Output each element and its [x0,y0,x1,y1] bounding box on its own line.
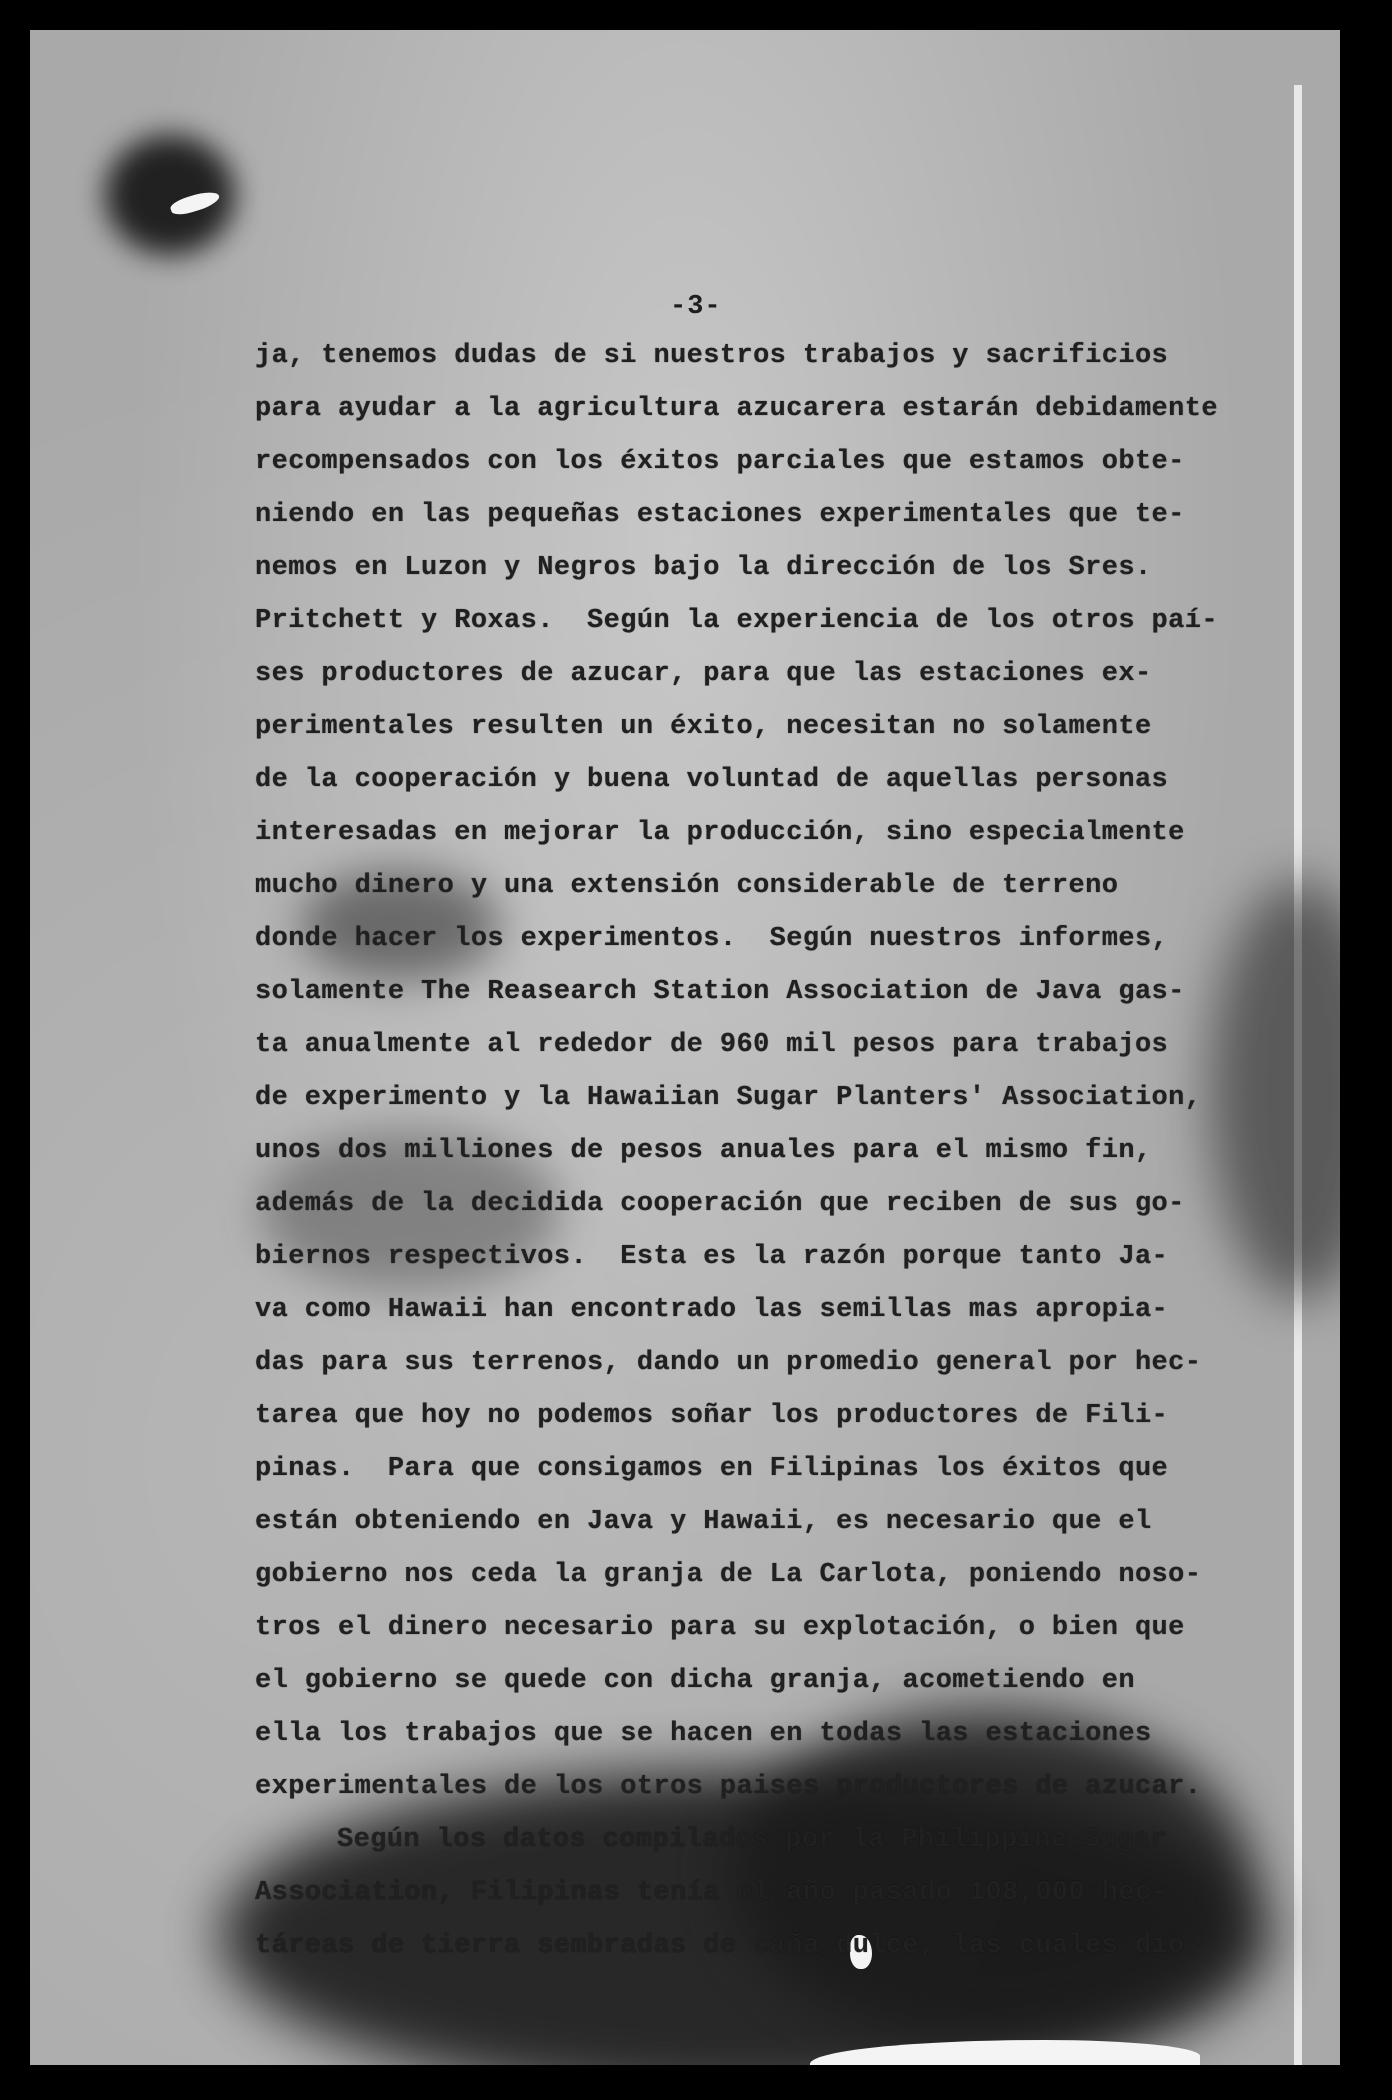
text-line: táreas de tierra sembradas de caña dulce, las cuales dio- [255,1931,1202,1961]
page-number: -3- [670,292,722,322]
text-line: solamente The Reasearch Station Association de Java gas- [255,977,1185,1007]
text-line: biernos respectivos. Esta es la razón porque tanto Ja- [255,1242,1169,1272]
text-line: ella los trabajos que se hacen en todas las estaciones [255,1719,1152,1749]
text-line: gobierno nos ceda la granja de La Carlota, poniendo noso- [255,1560,1202,1590]
text-line: además de la decidida cooperación que reciben de sus go- [255,1189,1185,1219]
text-line: de experimento y la Hawaiian Sugar Planters' Association, [255,1083,1202,1113]
text-line: das para sus terrenos, dando un promedio general por hec- [255,1348,1202,1378]
text-line: ja, tenemos dudas de si nuestros trabajos y sacrificios [255,341,1169,371]
text-line: de la cooperación y buena voluntad de aquellas personas [255,765,1169,795]
text-line: ta anualmente al rededor de 960 mil pesos para trabajos [255,1030,1169,1060]
text-line: tros el dinero necesario para su explotación, o bien que [255,1613,1185,1643]
text-line: interesadas en mejorar la producción, sino especialmente [255,818,1185,848]
text-line: están obteniendo en Java y Hawaii, es necesario que el [255,1507,1152,1537]
document-page [30,30,1340,2065]
text-line: nemos en Luzon y Negros bajo la dirección de los Sres. [255,553,1152,583]
text-line: donde hacer los experimentos. Según nuestros informes, [255,924,1169,954]
text-line: recompensados con los éxitos parciales que estamos obte- [255,447,1185,477]
text-line: para ayudar a la agricultura azucarera estarán debidamente [255,394,1218,424]
text-line: el gobierno se quede con dicha granja, acometiendo en [255,1666,1135,1696]
text-line: Pritchett y Roxas. Según la experiencia de los otros paí- [255,606,1218,636]
text-line: niendo en las pequeñas estaciones experimentales que te- [255,500,1185,530]
text-line: mucho dinero y una extensión considerable de terreno [255,871,1119,901]
text-line: unos dos milliones de pesos anuales para el mismo fin, [255,1136,1152,1166]
text-line: experimentales de los otros paises productores de azucar. [255,1772,1202,1802]
text-line: Association, Filipinas tenía el año pasado 108,000 hec- [255,1878,1169,1908]
text-line: tarea que hoy no podemos soñar los productores de Fili- [255,1401,1169,1431]
text-line: perimentales resulten un éxito, necesitan no solamente [255,712,1152,742]
text-line: Según los datos compilados por la Philippine Sugar [337,1825,1168,1855]
text-line: pinas. Para que consigamos en Filipinas los éxitos que [255,1454,1169,1484]
text-line: va como Hawaii han encontrado las semillas mas apropia- [255,1295,1169,1325]
typed-text-body [255,330,1255,1973]
text-line: ses productores de azucar, para que las estaciones ex- [255,659,1152,689]
